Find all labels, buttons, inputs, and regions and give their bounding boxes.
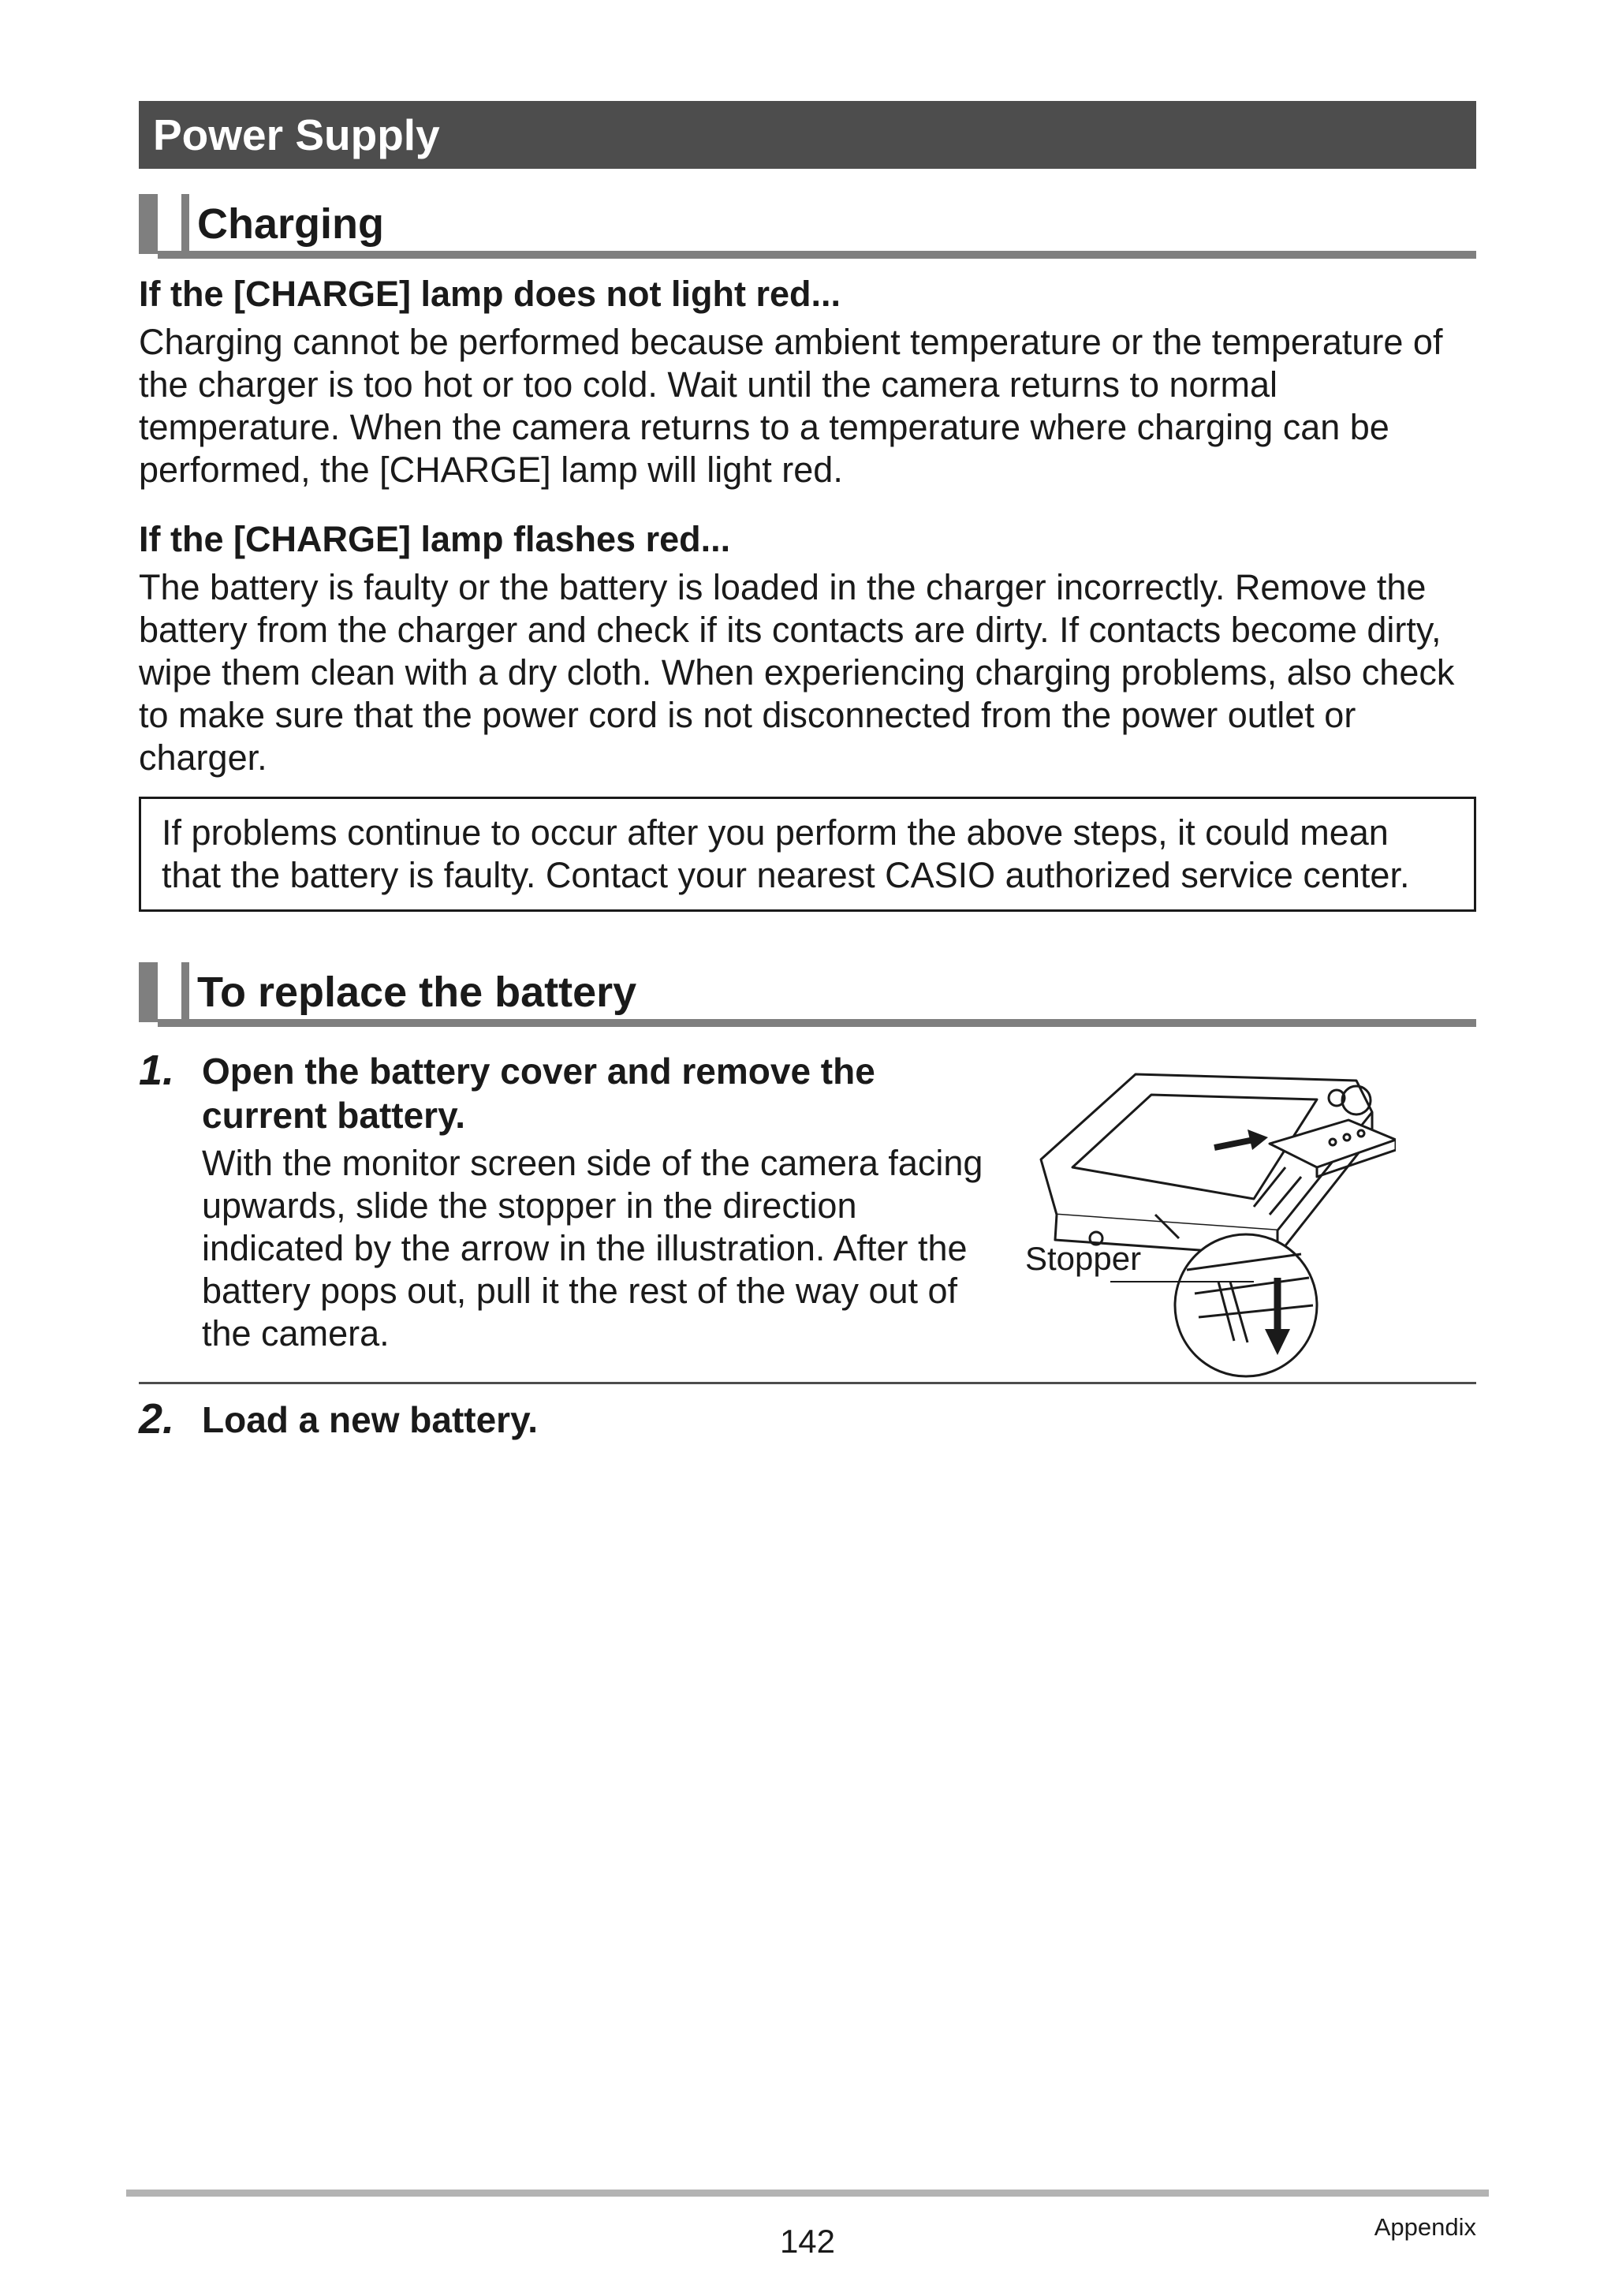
step-number: 1. [139, 1047, 175, 1094]
page-number: 142 [779, 2223, 836, 2260]
stopper-label: Stopper [1025, 1240, 1142, 1277]
note-box [139, 797, 1476, 912]
subsection-title: Charging [197, 200, 384, 248]
heading-no-light: If the [CHARGE] lamp does not light red... [139, 274, 841, 314]
subsection-header-charging [139, 194, 1476, 263]
header-bar-accent [139, 194, 158, 254]
section-title: Power Supply [139, 101, 1476, 169]
camera-battery-illustration [1017, 1057, 1396, 1380]
paragraph-flashes: The battery is faulty or the battery is loaded in the charger incorrectly. Remove the battery from the charger and check if its contacts are dirty. If contacts become dirty, wipe them clean with a dry cloth. When experiencing charging problems, also check to make sure that the power cord is not disconnected from the power outlet or charger. [139, 567, 1455, 778]
heading-flashes: If the [CHARGE] lamp flashes red... [139, 519, 731, 559]
step-divider [139, 1382, 1476, 1384]
step-number: 2. [139, 1395, 175, 1443]
note-text: If problems continue to occur after you perform the above steps, it could mean that the battery is faulty. Contact your nearest CASIO authorized service center. [162, 812, 1410, 895]
subsection-title: To replace the battery [197, 969, 637, 1016]
header-bar-accent [139, 962, 158, 1022]
step-title: Open the battery cover and remove the current battery. [202, 1051, 875, 1136]
step-title: Load a new battery. [202, 1399, 539, 1440]
footer-section-label: Appendix [1374, 2213, 1476, 2241]
header-bar-accent [181, 194, 189, 254]
subsection-header-replace [139, 962, 1476, 1032]
footer-rule [126, 2190, 1489, 2197]
paragraph-no-light: Charging cannot be performed because ambient temperature or the temperature of the charger is too hot or too cold. Wait until the camera returns to normal temperature. When the camera returns to a temperature where charging can be performed, the [CHARGE] lamp will light red. [139, 322, 1443, 490]
step-description: With the monitor screen side of the camera facing upwards, slide the stopper in the direction indicated by the arrow in the illustration. After the battery pops out, pull it the rest of the way out of the camera. [202, 1143, 983, 1353]
header-bar-accent [181, 962, 189, 1022]
